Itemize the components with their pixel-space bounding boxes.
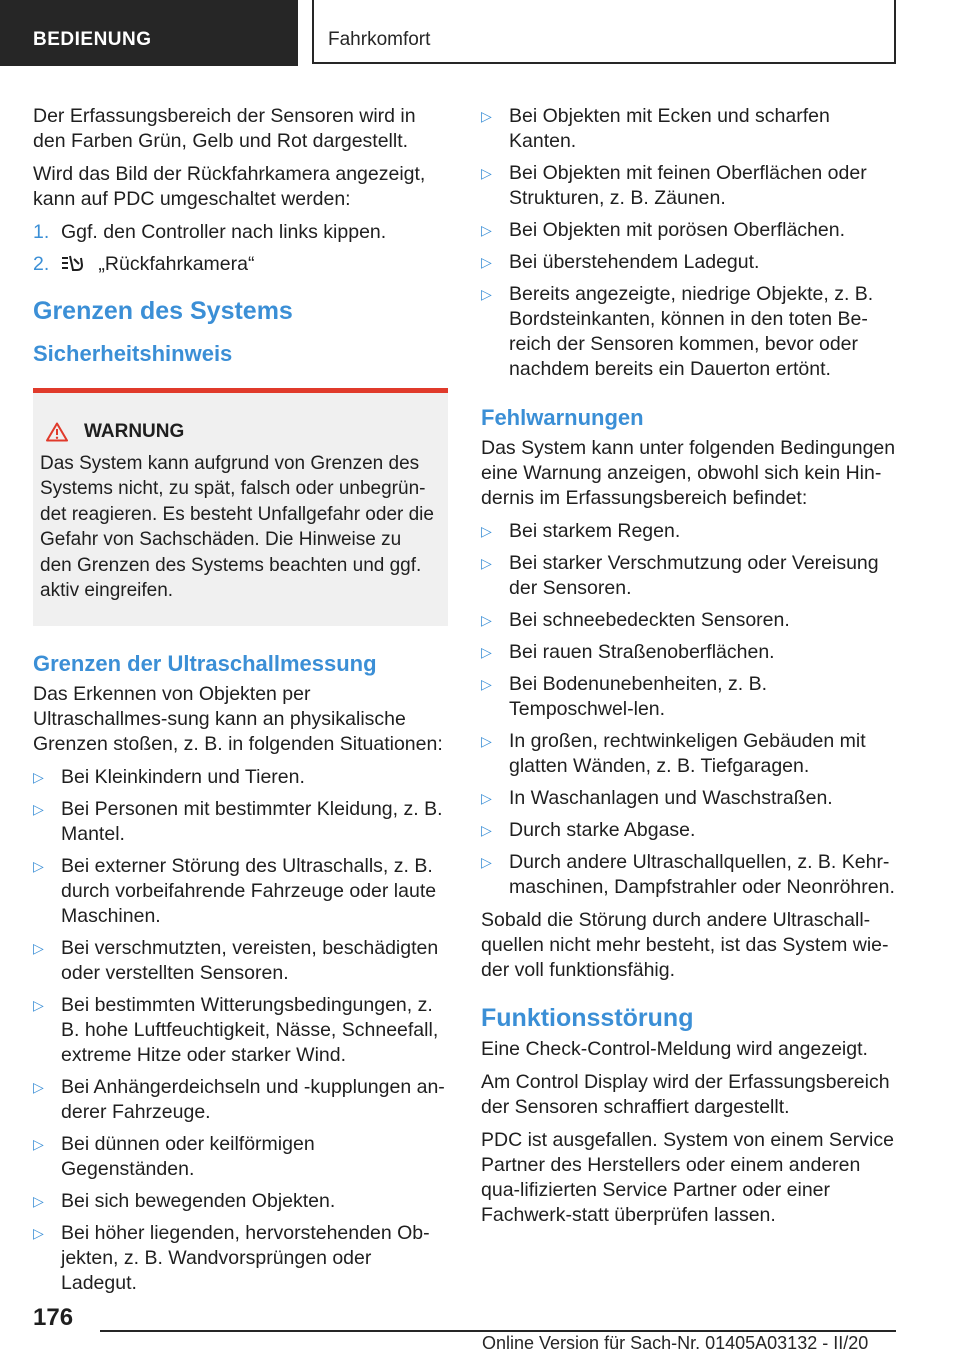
ultrasound-limit-list: [33, 765, 448, 1296]
step-number: 2.: [33, 253, 50, 275]
bullet-icon: ▷: [33, 996, 44, 1013]
list-item-text: Bei dünnen oder keilförmigen Gegenständen.: [61, 1132, 315, 1180]
footer-online-version: Online Version für Sach-Nr. 01405A03132 - II/20: [482, 1333, 869, 1353]
list-item: [481, 161, 896, 211]
list-item: [33, 993, 448, 1068]
warning-box: [33, 388, 448, 626]
chapter-title: Fahrkomfort: [312, 0, 896, 64]
list-item-text: In Waschanlagen und Waschstraßen.: [509, 787, 833, 809]
rear-camera-icon: [61, 253, 85, 280]
list-item-text: Bei überstehendem Ladegut.: [509, 251, 760, 273]
list-item: [33, 1075, 448, 1125]
step-text: Ggf. den Controller nach links kippen.: [61, 221, 387, 243]
list-item-text: Bei rauen Straßenoberflächen.: [509, 641, 775, 663]
list-item: [481, 818, 896, 843]
list-item: [33, 765, 448, 790]
ultrasound-intro: Das Erkennen von Objekten per Ultraschallmes-sung kann an physikalische Grenzen stoßen, z. B. in folgenden Situationen:: [33, 682, 443, 755]
bullet-icon: ▷: [481, 822, 492, 838]
bullet-icon: ▷: [481, 286, 492, 302]
intro-paragraph: Wird das Bild der Rückfahrkamera angezeigt, kann auf PDC umgeschaltet werden:: [33, 163, 426, 210]
list-item: [33, 936, 448, 986]
heading-system-limits: Grenzen des Systems: [33, 297, 293, 325]
bullet-icon: ▷: [33, 800, 44, 817]
list-item-text: Bei schneebedeckten Sensoren.: [509, 609, 790, 631]
list-item-text: Durch andere Ultraschallquellen, z. B. Kehr-maschinen, Dampfstrahler oder Neonröhren.: [509, 851, 895, 898]
warning-title: [40, 419, 436, 445]
bullet-icon: ▷: [481, 254, 492, 270]
right-column: [481, 104, 896, 1236]
bullet-icon: ▷: [481, 108, 492, 124]
intro-paragraph: Der Erfassungsbereich der Sensoren wird in den Farben Grün, Gelb und Rot dargestellt.: [33, 105, 416, 152]
warning-label: WARNUNG: [84, 421, 185, 442]
list-item: [481, 729, 896, 779]
bullet-icon: ▷: [33, 1135, 44, 1152]
list-item: [481, 519, 896, 544]
bullet-icon: ▷: [481, 523, 492, 539]
list-item-text: Durch starke Abgase.: [509, 819, 696, 841]
list-item-text: Bei Objekten mit porösen Oberflächen.: [509, 219, 846, 241]
malfunction-paragraph: PDC ist ausgefallen. System von einem Service Partner des Herstellers oder einem anderen qua-lifizierten Service Partner oder einer Fachwerk-statt überprüfen lassen.: [481, 1129, 894, 1226]
list-item-text: Bei Kleinkindern und Tieren.: [61, 765, 305, 788]
list-item-text: Bei verschmutzten, vereisten, beschädigten oder verstellten Sensoren.: [61, 936, 439, 984]
warning-text: Das System kann aufgrund von Grenzen des Systems nicht, zu spät, falsch oder unbegrün-det reagieren. Es besteht Unfallgefahr oder die Gefahr von Sachschäden. Die Hinweise zu den Grenzen des Systems beachten und ggf. aktiv eingreifen.: [40, 452, 434, 601]
list-item: [33, 797, 448, 847]
bullet-icon: ▷: [481, 790, 492, 806]
list-item-text: Bei Personen mit bestimmter Kleidung, z. B. Mantel.: [61, 797, 443, 845]
step-text: „Rückfahrkamera“: [98, 253, 255, 275]
bullet-icon: ▷: [33, 768, 44, 785]
bullet-icon: ▷: [33, 939, 44, 956]
bullet-icon: ▷: [481, 644, 492, 660]
bullet-icon: ▷: [481, 165, 492, 181]
bullet-icon: ▷: [33, 1078, 44, 1095]
warning-triangle-icon: [46, 422, 68, 442]
list-item: [481, 786, 896, 811]
list-item: [33, 1189, 448, 1214]
list-item-text: Bei starkem Regen.: [509, 520, 681, 542]
list-item: [481, 850, 896, 900]
bullet-icon: ▷: [481, 733, 492, 749]
malfunction-paragraph: Am Control Display wird der Erfassungsbereich der Sensoren schraffiert dargestellt.: [481, 1071, 890, 1118]
malfunction-paragraph: Eine Check-Control-Meldung wird angezeigt.: [481, 1038, 868, 1060]
list-item-text: Bereits angezeigte, niedrige Objekte, z. B. Bordsteinkanten, können in den toten Be-reich der Sensoren kommen, bevor oder nachdem bereits ein Dauerton ertönt.: [509, 283, 874, 380]
list-item: [481, 672, 896, 722]
bullet-icon: ▷: [33, 857, 44, 874]
bullet-icon: ▷: [481, 854, 492, 870]
list-item: [33, 1132, 448, 1182]
bullet-icon: ▷: [481, 676, 492, 692]
bullet-icon: ▷: [481, 222, 492, 238]
list-item: [33, 1221, 448, 1296]
list-item-text: Bei Objekten mit feinen Oberflächen oder Strukturen, z. B. Zäunen.: [509, 162, 867, 209]
list-item-text: Bei bestimmten Witterungsbedingungen, z. B. hohe Luftfeuchtigkeit, Nässe, Schneefall, extreme Hitze oder starker Wind.: [61, 993, 439, 1066]
list-item: [481, 282, 896, 382]
list-item-text: Bei externer Störung des Ultraschalls, z. B. durch vorbeifahrende Fahrzeuge oder laute Maschinen.: [61, 854, 437, 927]
false-warnings-intro: Das System kann unter folgenden Bedingungen eine Warnung anzeigen, obwohl sich kein Hin-dernis im Erfassungsbereich befindet:: [481, 437, 896, 509]
page-number: 176: [33, 1304, 74, 1331]
heading-false-warnings: Fehlwarnungen: [481, 405, 644, 430]
list-item-text: Bei Bodenunebenheiten, z. B. Temposchwel-len.: [509, 673, 768, 720]
step-list: [33, 220, 448, 280]
heading-malfunction: Funktionsstörung: [481, 1004, 694, 1032]
ultrasound-limit-list-continued: [481, 104, 896, 382]
list-item-text: Bei sich bewegenden Objekten.: [61, 1189, 336, 1212]
list-item-text: Bei höher liegenden, hervorstehenden Ob-jekten, z. B. Wandvorsprüngen oder Ladegut.: [61, 1221, 430, 1294]
page-header: [0, 0, 960, 66]
heading-safety-note: Sicherheitshinweis: [33, 341, 233, 366]
list-item: [481, 551, 896, 601]
section-title: BEDIENUNG: [0, 0, 298, 66]
step-number: 1.: [33, 221, 50, 243]
list-item: [33, 854, 448, 929]
bullet-icon: ▷: [33, 1192, 44, 1209]
list-item: [481, 640, 896, 665]
list-item-text: In großen, rechtwinkeligen Gebäuden mit glatten Wänden, z. B. Tiefgaragen.: [509, 730, 866, 777]
list-item-text: Bei Objekten mit Ecken und scharfen Kanten.: [509, 105, 830, 152]
left-column: [33, 104, 448, 1304]
list-item: [481, 104, 896, 154]
bullet-icon: ▷: [33, 1224, 44, 1241]
step-item: [33, 252, 448, 280]
step-item: [33, 220, 448, 245]
footer-divider: [100, 1330, 896, 1332]
list-item-text: Bei Anhängerdeichseln und -kupplungen an-derer Fahrzeuge.: [61, 1075, 445, 1123]
heading-ultrasound-limits: Grenzen der Ultraschallmessung: [33, 650, 377, 676]
bullet-icon: ▷: [481, 612, 492, 628]
list-item: [481, 218, 896, 243]
list-item-text: Bei starker Verschmutzung oder Vereisung der Sensoren.: [509, 552, 879, 599]
false-warnings-list: [481, 519, 896, 900]
list-item: [481, 250, 896, 275]
bullet-icon: ▷: [481, 555, 492, 571]
false-warnings-outro: Sobald die Störung durch andere Ultraschall-quellen nicht mehr besteht, ist das System wie-der voll funktionsfähig.: [481, 909, 889, 981]
list-item: [481, 608, 896, 633]
